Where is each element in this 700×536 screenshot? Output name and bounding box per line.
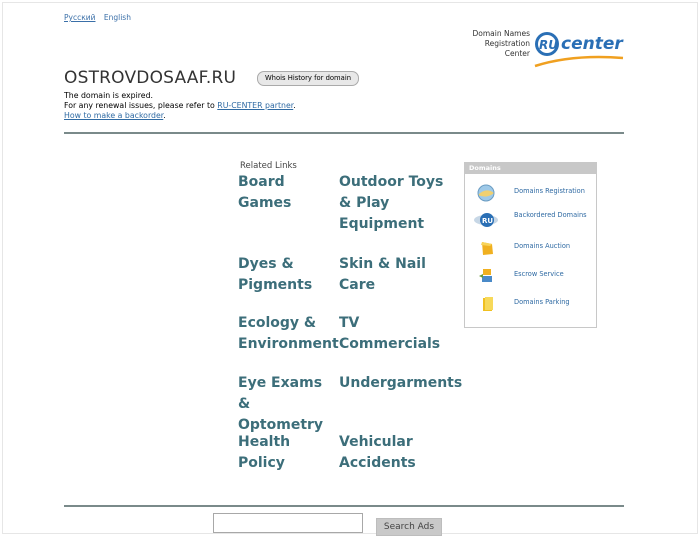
registrar-caption (452, 29, 530, 59)
registrar-caption-line2: Registration (484, 39, 530, 48)
escrow-icon (473, 266, 499, 286)
related-link[interactable]: TV Commercials (339, 315, 441, 352)
domains-registration-item[interactable] (473, 181, 593, 205)
svg-text:RU: RU (482, 217, 494, 225)
registrar-caption-line1: Domain Names (472, 29, 530, 38)
logo-center-text: center (561, 34, 623, 54)
backorder-help-link[interactable]: How to make a backorder (64, 111, 164, 120)
backorder-message-period: . (163, 111, 166, 120)
related-link[interactable]: Health Policy (238, 434, 291, 471)
ru-center-logo (533, 28, 625, 68)
ru-center-partner-link[interactable]: RU-CENTER partner (217, 101, 294, 110)
domains-panel (464, 162, 597, 328)
top-divider (64, 132, 624, 134)
logo-ru-text: RU (539, 38, 558, 52)
related-link[interactable]: Ecology & Environment (238, 315, 339, 352)
related-links-title: Related Links (240, 161, 297, 171)
related-link[interactable]: Outdoor Toys & Play Equipment (339, 174, 444, 232)
related-link[interactable]: Board Games (238, 174, 292, 211)
backordered-domains-item[interactable] (473, 208, 593, 232)
escrow-service-item[interactable] (473, 264, 593, 288)
escrow-service-label: Escrow Service (514, 270, 564, 278)
language-switcher (64, 13, 137, 22)
expiry-notice (64, 91, 296, 121)
globe-icon (473, 183, 499, 203)
domain-name-title: OSTROVDOSAAF.RU (64, 68, 237, 88)
search-input[interactable] (213, 513, 363, 533)
search-ads-button[interactable]: Search Ads (376, 518, 442, 536)
parking-icon (473, 294, 499, 314)
domains-parking-label: Domains Parking (514, 298, 570, 306)
expired-message: The domain is expired. (64, 91, 154, 100)
auction-icon (473, 238, 499, 258)
domains-parking-item[interactable] (473, 292, 593, 316)
backorder-message (64, 111, 296, 121)
bottom-divider (64, 505, 624, 507)
domains-panel-title: Domains (465, 163, 596, 174)
related-link[interactable]: Undergarments (339, 375, 463, 391)
domains-auction-item[interactable] (473, 236, 593, 260)
backordered-domains-label: Backordered Domains (514, 211, 587, 219)
related-link[interactable]: Dyes & Pigments (238, 256, 313, 293)
domains-registration-label: Domains Registration (514, 187, 585, 195)
related-link[interactable]: Vehicular Accidents (339, 434, 416, 471)
ru-badge-icon (473, 210, 499, 230)
registrar-caption-line3: Center (504, 49, 530, 58)
related-link[interactable]: Skin & Nail Care (339, 256, 426, 293)
domains-auction-label: Domains Auction (514, 242, 571, 250)
renewal-message-text: For any renewal issues, please refer to (64, 101, 218, 110)
whois-history-button[interactable]: Whois History for domain (257, 71, 359, 86)
renewal-message-period: . (293, 101, 296, 110)
lang-english-link[interactable]: English (103, 13, 131, 22)
related-link[interactable]: Eye Exams & Optometry (238, 375, 324, 433)
renewal-message (64, 101, 296, 111)
lang-russian-link[interactable]: Русский (64, 13, 96, 22)
